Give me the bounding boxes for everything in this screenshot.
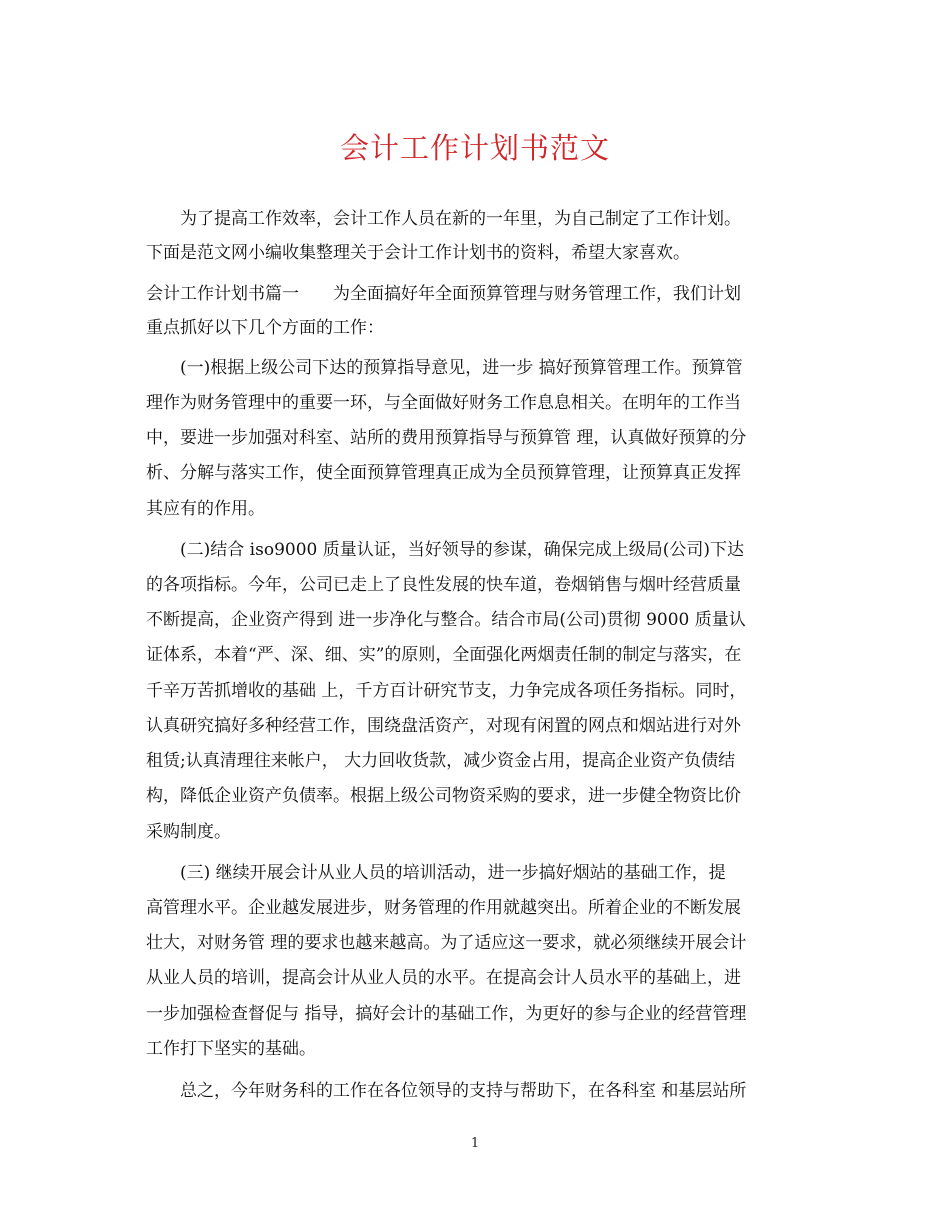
- body-line: 总之，今年财务科的工作在各位领导的支持与帮助下，在各科室 和基层站所: [146, 1081, 747, 1101]
- body-line: 高管理水平。企业越发展进步，财务管理的作用就越突出。所着企业的不断发展: [146, 898, 741, 918]
- page-number: 1: [470, 1136, 480, 1151]
- body-line: 其应有的作用。: [146, 499, 265, 519]
- body-line: 理作为财务管理中的重要一环，与全面做好财务工作息息相关。在明年的工作当: [146, 393, 741, 413]
- body-line: 为了提高工作效率，会计工作人员在新的一年里，为自己制定了工作计划。: [146, 209, 741, 229]
- body-line: (一)根据上级公司下达的预算指导意见，进一步 搞好预算管理工作。预算管: [146, 358, 743, 378]
- body-line: 构，降低企业资产负债率。根据上级公司物资采购的要求，进一步健全物资比价: [146, 786, 741, 806]
- body-line: 析、分解与落实工作，使全面预算管理真正成为全员预算管理，让预算真正发挥: [146, 463, 741, 483]
- body-line: 租赁;认真清理往来帐户， 大力回收货款，减少资金占用，提高企业资产负债结: [146, 751, 736, 771]
- body-line: 采购制度。: [146, 822, 231, 842]
- body-line: 重点抓好以下几个方面的工作：: [146, 318, 384, 338]
- body-line: (二)结合 iso9000 质量认证，当好领导的参谋，确保完成上级局(公司)下达: [146, 540, 744, 560]
- body-line: 认真研究搞好多种经营工作，围绕盘活资产，对现有闲置的网点和烟站进行对外: [146, 716, 741, 736]
- body-line: 从业人员的培训，提高会计从业人员的水平。在提高会计人员水平的基础上，进: [146, 968, 741, 988]
- body-line: 的各项指标。今年，公司已走上了良性发展的快车道，卷烟销售与烟叶经营质量: [146, 575, 741, 595]
- body-line: 下面是范文网小编收集整理关于会计工作计划书的资料，希望大家喜欢。: [146, 243, 690, 263]
- body-line: 千辛万苦抓增收的基础 上，千方百计研究节支，力争完成各项任务指标。同时，: [146, 681, 747, 701]
- body-line: 会计工作计划书篇一 为全面搞好年全面预算管理与财务管理工作，我们计划: [146, 284, 741, 304]
- body-line: 一步加强检查督促与 指导，搞好会计的基础工作，为更好的参与企业的经营管理: [146, 1004, 747, 1024]
- body-line: 工作打下坚实的基础。: [146, 1039, 316, 1059]
- body-line: 壮大，对财务管 理的要求也越来越高。为了适应这一要求，就必须继续开展会计: [146, 933, 747, 953]
- body-line: 证体系，本着“严、深、细、实”的原则，全面强化两烟责任制的制定与落实，在: [146, 645, 742, 665]
- body-line: 中，要进一步加强对科室、站所的费用预算指导与预算管 理，认真做好预算的分: [146, 428, 747, 448]
- document-title: 会计工作计划书范文: [339, 131, 610, 165]
- body-line: (三) 继续开展会计从业人员的培训活动，进一步搞好烟站的基础工作，提: [146, 863, 726, 883]
- body-line: 不断提高，企业资产得到 进一步净化与整合。结合市局(公司)贯彻 9000 质量认: [146, 610, 746, 630]
